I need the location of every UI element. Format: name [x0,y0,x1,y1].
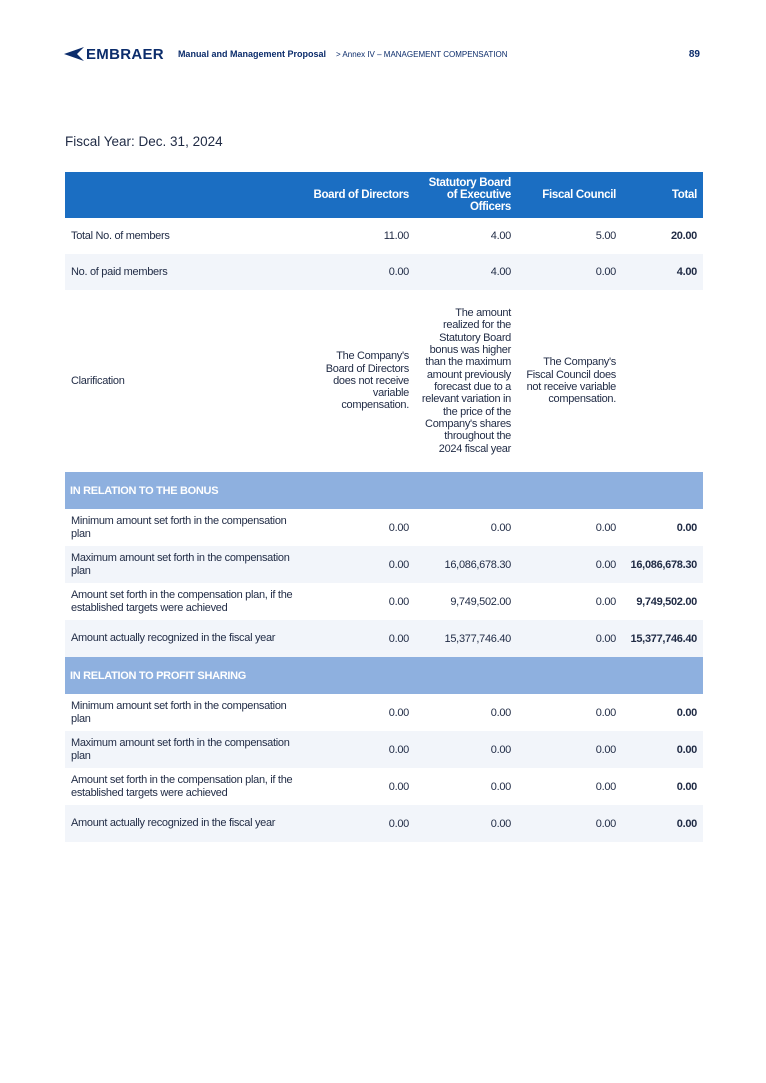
cell-sbeo: 0.00 [490,817,511,830]
fiscal-year-title: Fiscal Year: Dec. 31, 2024 [65,134,223,149]
cell-bod: 0.00 [388,595,409,608]
header-board-of-directors: Board of Directors [313,188,409,201]
page-header [64,44,700,64]
cell-sbeo: 0.00 [490,780,511,793]
cell-bod: 11.00 [383,230,409,242]
row-label: Amount set forth in the compensation plan, if the established targets were achieved [71,588,293,614]
compensation-table [65,172,703,842]
header-total: Total [671,188,697,201]
cell-sbeo: 9,749,502.00 [450,595,511,608]
cell-bod: 0.00 [388,632,409,645]
header-blank [65,172,305,218]
cell-total: 0.00 [676,780,697,793]
row-label: Clarification [71,374,125,387]
cell-total: 4.00 [676,266,697,278]
cell-sbeo: 0.00 [490,706,511,719]
row-label: Maximum amount set forth in the compensation plan [71,736,290,762]
cell-bod: 0.00 [388,266,409,278]
table-row-profit-actual [65,805,703,842]
embraer-wing-icon [64,47,84,61]
table-row-profit-target [65,768,703,805]
row-label: Amount set forth in the compensation plan, if the established targets were achieved [71,773,293,799]
header-statutory-board: Statutory Board of Executive Officers [428,176,511,214]
cell-fc: 0.00 [595,558,616,571]
table-row-bonus-target [65,583,703,620]
cell-bod: 0.00 [388,706,409,719]
logo-text: EMBRAER [86,45,164,63]
cell-bod: 0.00 [388,521,409,534]
cell-total: 0.00 [676,706,697,719]
cell-fc: 0.00 [595,632,616,645]
cell-fc: 0.00 [595,266,616,278]
cell-sbeo: 4.00 [490,266,511,278]
cell-fc: 0.00 [595,706,616,719]
table-row-total-members [65,218,703,254]
cell-fc: 0.00 [595,817,616,830]
cell-total: 20.00 [670,230,697,242]
row-label: No. of paid members [71,265,168,278]
cell-fc: 0.00 [595,521,616,534]
cell-sbeo: 16,086,678.30 [444,558,511,571]
cell-total: 0.00 [676,521,697,534]
cell-bod: 0.00 [388,817,409,830]
section-bonus [65,472,703,509]
cell-total-clarification [622,290,703,472]
table-row-bonus-min [65,509,703,546]
row-label: Amount actually recognized in the fiscal year [71,632,276,645]
cell-sbeo: 15,377,746.40 [444,632,511,645]
cell-sbeo-clarification: The amount realized for the Statutory Board bonus was higher than the maximum amount previously forecast due to a relevant variation in the price of the Company's shares throughout the 2024 fiscal year [421,307,511,455]
cell-fc: 0.00 [595,780,616,793]
cell-fc-clarification: The Company's Fiscal Council does not receive variable compensation. [526,356,616,406]
table-row-clarification [65,290,703,472]
header-manual-title: Manual and Management Proposal [177,49,326,59]
cell-sbeo: 4.00 [490,230,511,242]
row-label: Minimum amount set forth in the compensation plan [71,514,287,540]
cell-fc: 5.00 [595,230,616,242]
cell-total: 9,749,502.00 [636,595,697,608]
cell-bod: 0.00 [388,558,409,571]
table-row-profit-min [65,694,703,731]
header-fiscal-council: Fiscal Council [542,188,616,201]
cell-fc: 0.00 [595,743,616,756]
cell-total: 16,086,678.30 [630,558,697,571]
cell-total: 0.00 [676,817,697,830]
cell-bod: 0.00 [388,743,409,756]
row-label: Minimum amount set forth in the compensation plan [71,699,287,725]
row-label: Maximum amount set forth in the compensation plan [71,551,290,577]
cell-fc: 0.00 [595,595,616,608]
table-row-paid-members [65,254,703,290]
cell-total: 0.00 [676,743,697,756]
table-row-bonus-max [65,546,703,583]
page-number: 89 [688,48,700,60]
cell-bod-clarification: The Company's Board of Directors does not receive variable compensation. [325,350,409,412]
cell-bod: 0.00 [388,780,409,793]
cell-sbeo: 0.00 [490,743,511,756]
row-label: Amount actually recognized in the fiscal year [71,817,276,830]
embraer-logo [64,46,164,63]
table-row-profit-max [65,731,703,768]
cell-sbeo: 0.00 [490,521,511,534]
table-row-bonus-actual [65,620,703,657]
section-profit-sharing-title: IN RELATION TO PROFIT SHARING [70,669,247,682]
cell-total: 15,377,746.40 [630,632,697,645]
row-label: Total No. of members [71,229,170,242]
header-annex-title: > Annex IV – MANAGEMENT COMPENSATION [335,49,508,59]
section-bonus-title: IN RELATION TO THE BONUS [70,484,219,497]
table-header-row [65,172,703,218]
section-profit-sharing [65,657,703,694]
